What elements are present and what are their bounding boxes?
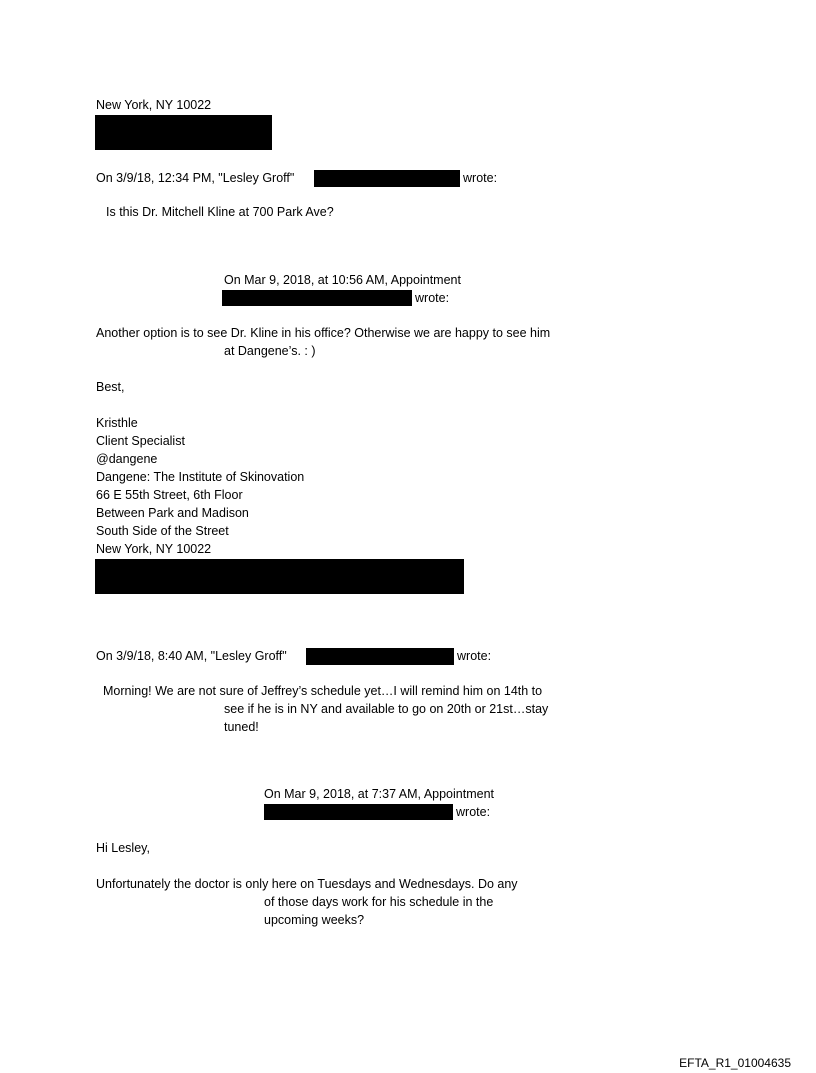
redaction-email-address	[314, 170, 460, 187]
redaction-email-address	[264, 804, 453, 820]
document-id-footer: EFTA_R1_01004635	[679, 1056, 791, 1070]
signature-cross-streets: Between Park and Madison	[96, 506, 249, 520]
email4-greeting: Hi Lesley,	[96, 841, 150, 855]
redaction-email-address	[306, 648, 454, 665]
email3-body-line2: see if he is in NY and available to go on 20th or 21st…stay	[224, 702, 549, 716]
email2-header-line1: On Mar 9, 2018, at 10:56 AM, Appointment	[224, 273, 461, 287]
email1-header-suffix: wrote:	[463, 171, 498, 185]
email1-body: Is this Dr. Mitchell Kline at 700 Park Ave?	[106, 205, 334, 219]
signature-handle: @dangene	[96, 452, 158, 466]
email2-closing: Best,	[96, 380, 125, 394]
email2-body-line2: at Dangene’s. : )	[224, 344, 316, 358]
email1-header-prefix: On 3/9/18, 12:34 PM, "Lesley Groff"	[96, 171, 295, 185]
email4-body-line3: upcoming weeks?	[264, 913, 365, 927]
email3-body-line3: tuned!	[224, 720, 259, 734]
signature-city: New York, NY 10022	[96, 542, 212, 556]
email3-header-prefix: On 3/9/18, 8:40 AM, "Lesley Groff"	[96, 649, 287, 663]
email3-header-suffix: wrote:	[457, 649, 492, 663]
address-line: New York, NY 10022	[96, 98, 212, 112]
redaction-block	[95, 559, 464, 594]
email2-header-suffix: wrote:	[415, 291, 450, 305]
signature-street: 66 E 55th Street, 6th Floor	[96, 488, 243, 502]
redaction-block	[95, 115, 272, 150]
email2-body-line1: Another option is to see Dr. Kline in his office? Otherwise we are happy to see him	[96, 326, 551, 340]
email4-body-line2: of those days work for his schedule in the	[264, 895, 494, 909]
redaction-email-address	[222, 290, 412, 306]
signature-company: Dangene: The Institute of Skinovation	[96, 470, 305, 484]
signature-name: Kristhle	[96, 416, 138, 430]
email3-body-line1: Morning! We are not sure of Jeffrey’s schedule yet…I will remind him on 14th to	[103, 684, 543, 698]
signature-side: South Side of the Street	[96, 524, 229, 538]
email4-header-suffix: wrote:	[456, 805, 491, 819]
email4-body-line1: Unfortunately the doctor is only here on Tuesdays and Wednesdays. Do any	[96, 877, 518, 891]
signature-title: Client Specialist	[96, 434, 185, 448]
email4-header-line1: On Mar 9, 2018, at 7:37 AM, Appointment	[264, 787, 494, 801]
